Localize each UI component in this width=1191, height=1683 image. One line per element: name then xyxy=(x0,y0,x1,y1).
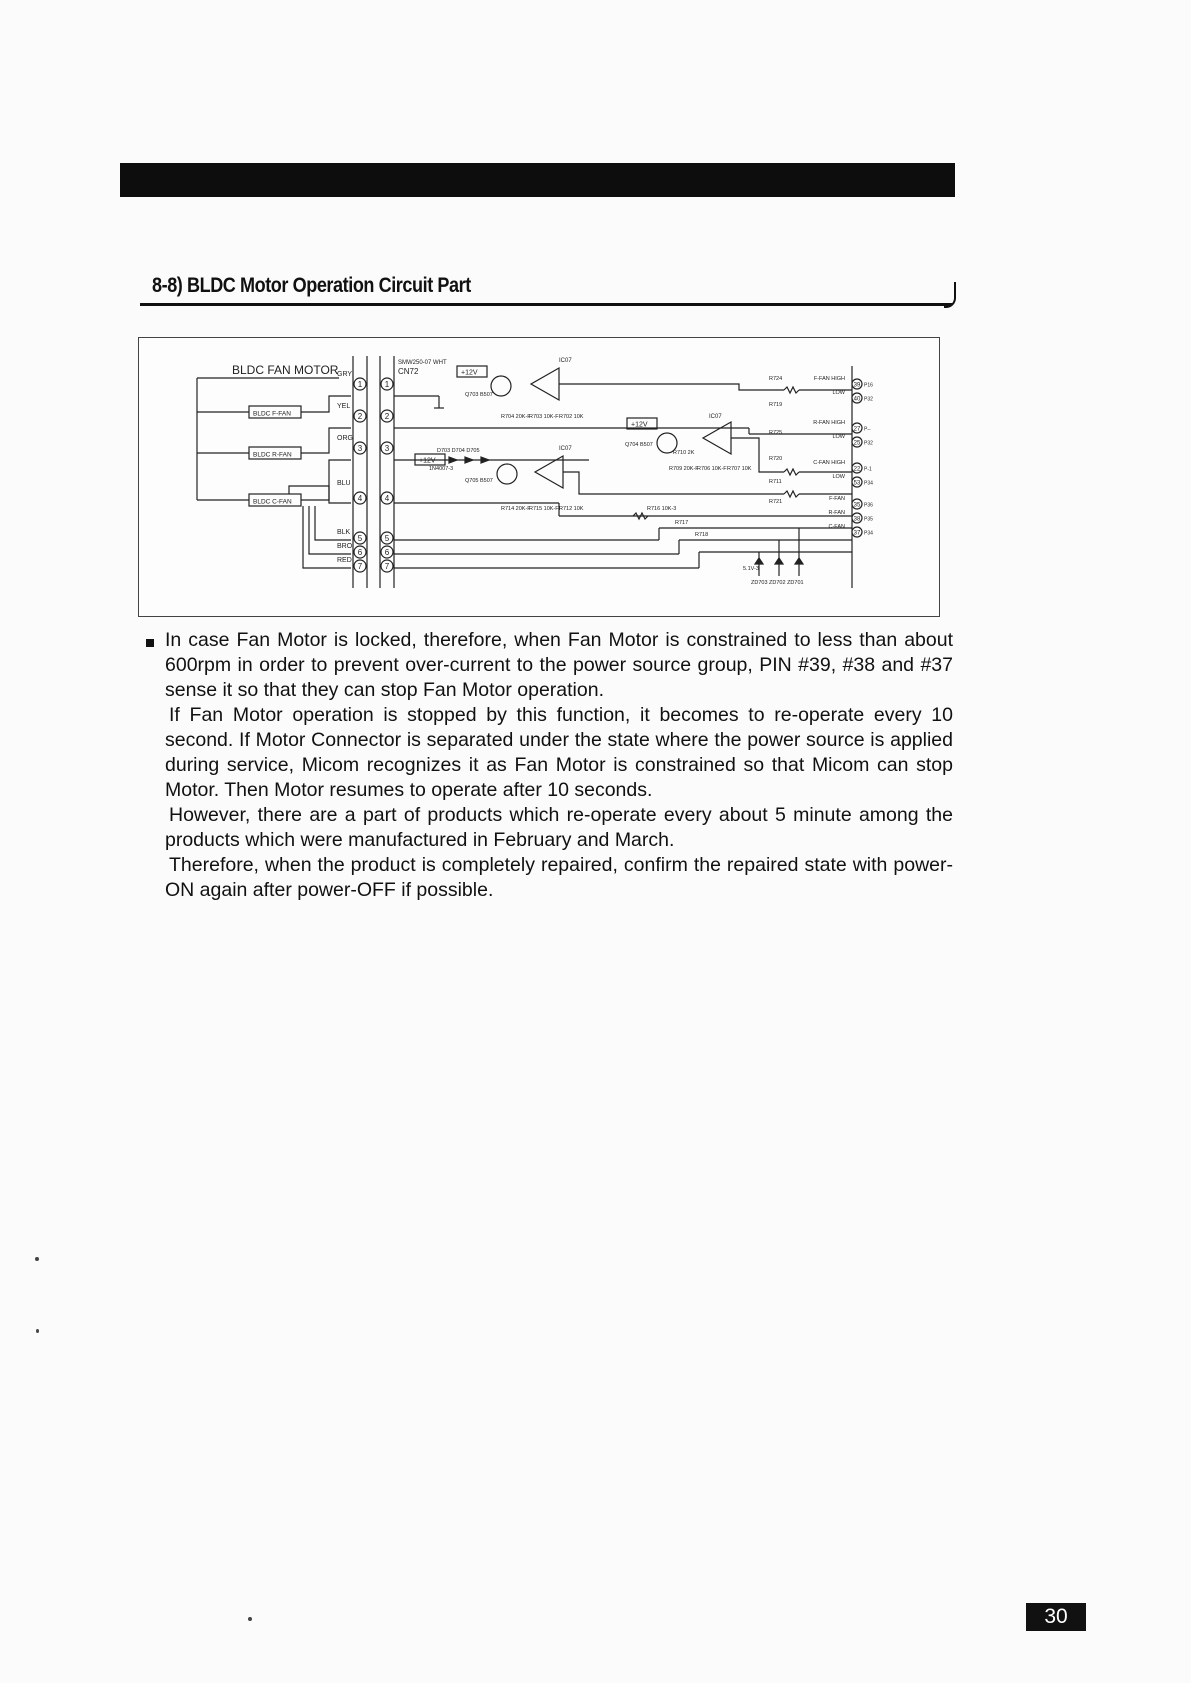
resistor-label: R707 10K xyxy=(727,466,752,472)
resistor-label: R704 20K-F xyxy=(501,414,531,420)
connector-pin-number: 4 xyxy=(384,494,390,503)
transistor-label: Q703 B507 xyxy=(465,392,493,398)
zener-symbol xyxy=(775,558,783,564)
output-signal-label: C-FAN xyxy=(828,524,845,530)
paragraph: However, there are a part of products which re-operate every about 5 minute among the products which were manufactured in February and March. xyxy=(165,804,953,851)
resistor-label: R703 10K-F xyxy=(529,414,559,420)
wire-color-label: ORG xyxy=(337,435,353,442)
resistor-symbol xyxy=(784,469,799,475)
output-pin-number: 53 xyxy=(853,480,861,487)
ic-label: IC07 xyxy=(559,446,572,452)
resistor-label: R710 2K xyxy=(673,450,695,456)
resistor-label: R718 xyxy=(695,532,709,538)
wire-color-label: GRY xyxy=(337,371,353,378)
paragraph: Therefore, when the product is completely repaired, confirm the repaired state with power-ON again after power-OFF if possible. xyxy=(165,854,953,901)
connector-pin-number: 3 xyxy=(384,444,390,453)
output-signal-label: F-FAN xyxy=(829,496,845,502)
resistor-label: R706 10K-F xyxy=(697,466,727,472)
supply-label: +12V xyxy=(631,421,648,429)
output-port-label: P34 xyxy=(864,480,873,487)
connector-pin-number: 4 xyxy=(357,494,363,503)
connector-part-label: SMW250-07 WHT xyxy=(398,360,447,366)
connector-pin-number: 5 xyxy=(384,534,390,543)
output-signal-label: LOW xyxy=(832,434,845,440)
wire-color-label: BLU xyxy=(337,480,351,487)
output-pin-number: 38 xyxy=(853,516,861,523)
resistor-label: R721 xyxy=(769,499,783,505)
output-pin-number: 37 xyxy=(853,530,861,537)
output-pin-number: 39 xyxy=(853,382,861,389)
motor-box-label: BLDC F-FAN xyxy=(253,410,291,418)
connector-ref-label: CN72 xyxy=(398,367,419,376)
resistor-label: R712 10K xyxy=(559,506,584,512)
output-pin-number: 40 xyxy=(853,396,861,403)
wire-color-label: BRO xyxy=(337,543,353,550)
resistor-label: R715 10K-F xyxy=(529,506,559,512)
resistor-label: R719 xyxy=(769,402,783,408)
title-rule xyxy=(140,303,952,306)
section-title: 8-8) BLDC Motor Operation Circuit Part xyxy=(152,274,471,297)
page-number: 30 xyxy=(1026,1603,1086,1631)
output-port-label: P32 xyxy=(864,396,873,403)
connector-pin-number: 2 xyxy=(384,412,390,421)
resistor-label: R717 xyxy=(675,520,689,526)
wire-color-label: RED xyxy=(337,557,352,564)
output-port-label: P-- xyxy=(864,426,871,433)
resistor-symbol xyxy=(784,387,799,393)
diagram-title: BLDC FAN MOTOR xyxy=(232,363,339,377)
output-port-label: P32 xyxy=(864,440,873,447)
connector-pin-number: 3 xyxy=(357,444,363,453)
diode-symbol xyxy=(449,457,457,463)
bullet-marker xyxy=(146,639,154,647)
scan-speck xyxy=(36,1329,39,1333)
resistor-label: R714 20K-F xyxy=(501,506,531,512)
resistor-symbol xyxy=(784,491,799,497)
output-port-label: P34 xyxy=(864,530,873,537)
diode-refs-label: D703 D704 D705 xyxy=(437,448,480,454)
output-port-label: P16 xyxy=(864,382,873,389)
connector-pin-number: 2 xyxy=(357,412,363,421)
connector-pin-number: 1 xyxy=(384,380,390,389)
connector-pin-number: 6 xyxy=(357,548,363,557)
wire-color-label: BLK xyxy=(337,529,351,536)
diode-label: 1N4007-3 xyxy=(429,466,454,472)
micom-outputs xyxy=(813,376,873,537)
zener-label: 5.1V-3 xyxy=(743,566,759,572)
output-port-label: P36 xyxy=(864,502,873,509)
header-band xyxy=(120,163,955,197)
output-pin-number: 25 xyxy=(853,440,861,447)
output-pin-number: 22 xyxy=(853,466,861,473)
connector-pin-number: 7 xyxy=(357,562,363,571)
resistor-label: R716 10K-3 xyxy=(647,506,677,512)
opamp-symbol xyxy=(531,368,559,400)
wire-color-label: YEL xyxy=(337,403,351,410)
zener-refs-label: ZD703 ZD702 ZD701 xyxy=(751,580,804,586)
motor-box-label: BLDC C-FAN xyxy=(253,498,292,506)
resistor-label: R702 10K xyxy=(559,414,584,420)
supply-label: +12V xyxy=(419,457,436,465)
output-signal-label: F-FAN HIGH xyxy=(813,376,845,382)
connector-pins xyxy=(354,378,393,572)
output-signal-label: R-FAN xyxy=(828,510,845,516)
output-signal-label: LOW xyxy=(832,390,845,396)
resistor-label: R709 20K-F xyxy=(669,466,699,472)
transistor-symbol xyxy=(497,464,517,484)
ic-label: IC07 xyxy=(559,358,572,364)
zener-symbol xyxy=(755,558,763,564)
paragraph: If Fan Motor operation is stopped by this function, it becomes to re-operate every 10 second. If Motor Connector is separated under the state where the power source is applied during service, Micom recognizes it as Fan Motor is constrained so that Micom can stop Motor. Then Motor resumes to operate after 10 seconds. xyxy=(165,704,953,801)
body-text xyxy=(165,628,953,903)
diode-symbol xyxy=(465,457,473,463)
output-port-label: P35 xyxy=(864,516,873,523)
output-signal-label: C-FAN HIGH xyxy=(813,460,845,466)
resistor-label: R725 xyxy=(769,430,783,436)
opamp-symbol xyxy=(703,422,731,454)
output-signal-label: LOW xyxy=(832,474,845,480)
connector-pin-number: 7 xyxy=(384,562,390,571)
zener-symbol xyxy=(795,558,803,564)
title-rule-hook xyxy=(944,282,956,308)
resistor-label: R720 xyxy=(769,456,783,462)
opamp-symbol xyxy=(535,456,563,488)
connector-pin-number: 6 xyxy=(384,548,390,557)
connector-pin-number: 5 xyxy=(357,534,363,543)
output-port-label: P-1 xyxy=(864,466,872,473)
resistor-label: R711 xyxy=(769,479,782,485)
transistor-label: Q705 B507 xyxy=(465,478,493,484)
output-pin-number: 27 xyxy=(853,426,861,433)
output-signal-label: R-FAN HIGH xyxy=(813,420,845,426)
motor-box-label: BLDC R-FAN xyxy=(253,451,292,459)
paragraph: In case Fan Motor is locked, therefore, when Fan Motor is constrained to less than about 600rpm in order to prevent over-current to the power source group, PIN #39, #38 and #37 sense it so that they can stop Fan Motor operation. xyxy=(165,629,953,701)
transistor-symbol xyxy=(491,376,511,396)
output-pin-number: 35 xyxy=(853,502,861,509)
resistor-label: R724 xyxy=(769,376,783,382)
circuit-diagram xyxy=(138,337,940,617)
transistor-label: Q704 B507 xyxy=(625,442,653,448)
ic-label: IC07 xyxy=(709,414,722,420)
diode-symbol xyxy=(481,457,489,463)
scan-speck xyxy=(248,1617,252,1621)
scan-speck xyxy=(35,1257,39,1261)
supply-label: +12V xyxy=(461,369,478,377)
connector-pin-number: 1 xyxy=(357,380,363,389)
